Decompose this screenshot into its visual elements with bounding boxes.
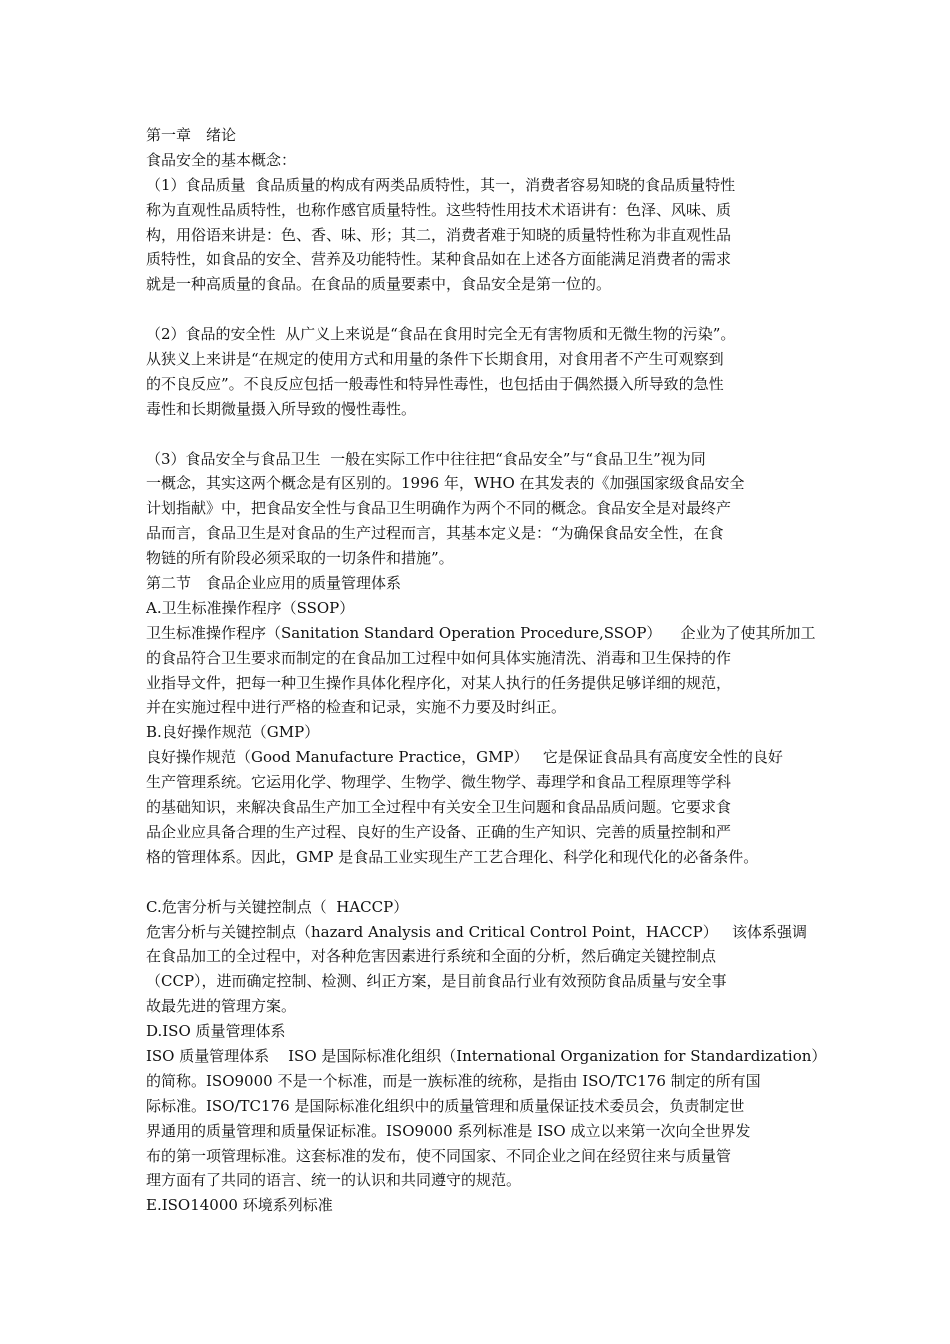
text-line: ISO 质量管理体系 ISO 是国际标准化组织（International Organization for Standardization） xyxy=(146,1046,827,1065)
text-line: 的简称。ISO9000 不是一个标准，而是一族标准的统称，是指由 ISO/TC176 制定的所有国 xyxy=(146,1071,761,1090)
text-line: 的食品符合卫生要求而制定的在食品加工过程中如何具体实施清洗、消毒和卫生保持的作 xyxy=(146,648,732,667)
text-line: 的基础知识，来解决食品生产加工全过程中有关安全卫生问题和食品品质问题。它要求食 xyxy=(146,798,732,817)
text-line: 物链的所有阶段必须采取的一切条件和措施”。 xyxy=(146,549,454,568)
text-line: 从狭义上来讲是“在规定的使用方式和用量的条件下长期食用，对食用者不产生可观察到 xyxy=(146,350,724,369)
text-line: （3）食品安全与食品卫生 一般在实际工作中往往把“食品安全”与“食品卫生”视为同 xyxy=(146,449,706,468)
blank-line xyxy=(146,422,818,447)
text-line: 毒性和长期微量摄入所导致的慢性毒性。 xyxy=(146,399,417,418)
document-body xyxy=(146,123,827,1218)
text-line: 在食品加工的全过程中，对各种危害因素进行系统和全面的分析，然后确定关键控制点 xyxy=(146,947,717,966)
text-line: 第二节 食品企业应用的质量管理体系 xyxy=(146,574,402,593)
text-line: 界通用的质量管理和质量保证标准。ISO9000 系列标准是 ISO 成立以来第一次向全世界发 xyxy=(146,1121,751,1140)
text-line: 就是一种高质量的食品。在食品的质量要素中，食品安全是第一位的。 xyxy=(146,275,612,294)
text-line: 生产管理系统。它运用化学、物理学、生物学、微生物学、毒理学和食品工程原理等学科 xyxy=(146,773,732,792)
text-line: （2）食品的安全性 从广义上来说是“食品在食用时完全无有害物质和无微生物的污染”。 xyxy=(146,325,736,344)
text-line: 并在实施过程中进行严格的检查和记录，实施不力要及时纠正。 xyxy=(146,698,567,717)
text-line: A.卫生标准操作程序（SSOP） xyxy=(146,598,355,617)
text-line: B.良好操作规范（GMP） xyxy=(146,723,320,742)
text-line: 理方面有了共同的语言、统一的认识和共同遵守的规范。 xyxy=(146,1171,522,1190)
text-line: 一概念，其实这两个概念是有区别的。1996 年，WHO 在其发表的《加强国家级食品安全 xyxy=(146,474,745,493)
text-line: 格的管理体系。因此，GMP 是食品工业实现生产工艺合理化、科学化和现代化的必备条件。 xyxy=(146,847,759,866)
blank-line xyxy=(146,297,818,322)
text-line: 的不良反应”。不良反应包括一般毒性和特异性毒性，也包括由于偶然摄入所导致的急性 xyxy=(146,374,724,393)
text-line: 称为直观性品质特性，也称作感官质量特性。这些特性用技术术语讲有：色泽、风味、质 xyxy=(146,200,732,219)
text-line: 良好操作规范（Good Manufacture Practice，GMP） 它是保证食品具有高度安全性的良好 xyxy=(146,748,783,767)
text-line: 卫生标准操作程序（Sanitation Standard Operation Procedure,SSOP） 企业为了使其所加工 xyxy=(146,623,816,642)
text-line: D.ISO 质量管理体系 xyxy=(146,1022,286,1041)
text-line: 品企业应具备合理的生产过程、良好的生产设备、正确的生产知识、完善的质量控制和严 xyxy=(146,822,732,841)
text-line: （CCP），进而确定控制、检测、纠正方案，是目前食品行业有效预防食品质量与安全事 xyxy=(146,972,727,991)
text-line: 质特性，如食品的安全、营养及功能特性。某种食品如在上述各方面能满足消费者的需求 xyxy=(146,250,732,269)
text-line: 品而言，食品卫生是对食品的生产过程而言，其基本定义是：“为确保食品安全性，在食 xyxy=(146,524,724,543)
text-line: 食品安全的基本概念： xyxy=(146,150,297,169)
text-line: 第一章 绪论 xyxy=(146,126,237,144)
text-line: 构，用俗语来讲是：色、香、味、形；其二，消费者难于知晓的质量特性称为非直观性品 xyxy=(146,225,732,244)
text-line: 危害分析与关键控制点（hazard Analysis and Critical Control Point，HACCP） 该体系强调 xyxy=(146,922,808,941)
text-line: E.ISO14000 环境系列标准 xyxy=(146,1196,333,1215)
text-line: 际标准。ISO/TC176 是国际标准化组织中的质量管理和质量保证技术委员会，负责制定世 xyxy=(146,1096,745,1115)
text-line: 布的第一项管理标准。这套标准的发布，使不同国家、不同企业之间在经贸往来与质量管 xyxy=(146,1146,732,1165)
text-line: 故最先进的管理方案。 xyxy=(146,997,297,1016)
text-line: （1）食品质量 食品质量的构成有两类品质特性，其一，消费者容易知晓的食品质量特性 xyxy=(146,175,736,194)
text-line: 计划指献》中，把食品安全性与食品卫生明确作为两个不同的概念。食品安全是对最终产 xyxy=(146,499,732,518)
text-line: 业指导文件，把每一种卫生操作具体化程序化，对某人执行的任务提供足够详细的规范， xyxy=(146,673,732,692)
text-line: C.危害分析与关键控制点（ HACCP） xyxy=(146,897,409,916)
blank-line xyxy=(146,870,818,895)
